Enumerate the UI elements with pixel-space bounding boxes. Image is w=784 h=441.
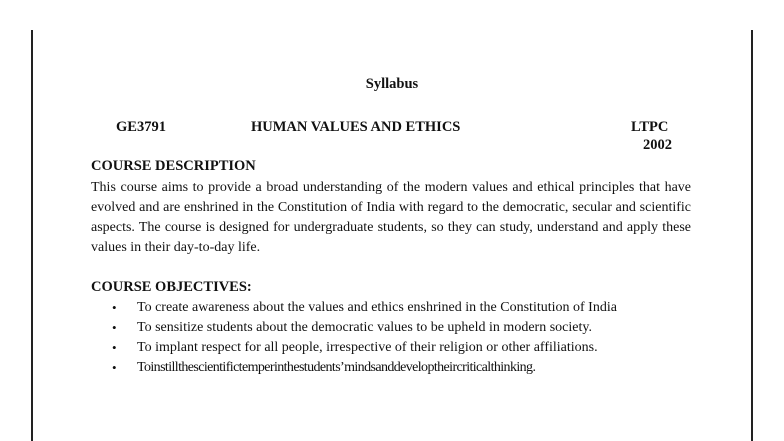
objective-text: Toinstillthescientifictemperinthestudents’mindsanddeveloptheircriticalthinking. [137, 360, 536, 375]
objective-text: To sensitize students about the democratic values to be upheld in modern society. [137, 320, 592, 335]
bullet-icon: • [112, 300, 117, 315]
list-item [91, 298, 640, 318]
list-item [91, 338, 640, 358]
bullet-icon: • [112, 320, 117, 335]
list-item [91, 318, 640, 338]
objective-text: To create awareness about the values and ethics enshrined in the Constitution of India [137, 300, 617, 315]
objective-text: To implant respect for all people, irrespective of their religion or other affiliations. [137, 340, 598, 355]
ltpc-label: LTPC [631, 119, 669, 135]
course-title: HUMAN VALUES AND ETHICS [251, 119, 461, 135]
bullet-icon: • [112, 360, 116, 375]
course-description-heading: COURSE DESCRIPTION [91, 158, 256, 174]
course-objectives-list [91, 298, 691, 378]
ltpc-values: 2002 [643, 137, 672, 153]
list-item [91, 358, 640, 378]
course-description-text: This course aims to provide a broad understanding of the modern values and ethical principles that have evolved and are enshrined in the Constitution of India with regard to the democratic, secular and scientific aspects. The course is designed for undergraduate students, so they can study, understand and apply these values in their day-to-day life. [91, 180, 691, 255]
bullet-icon: • [112, 340, 117, 355]
page-title: Syllabus [365, 76, 419, 92]
course-objectives-heading: COURSE OBJECTIVES: [91, 279, 252, 295]
course-code: GE3791 [116, 119, 166, 135]
